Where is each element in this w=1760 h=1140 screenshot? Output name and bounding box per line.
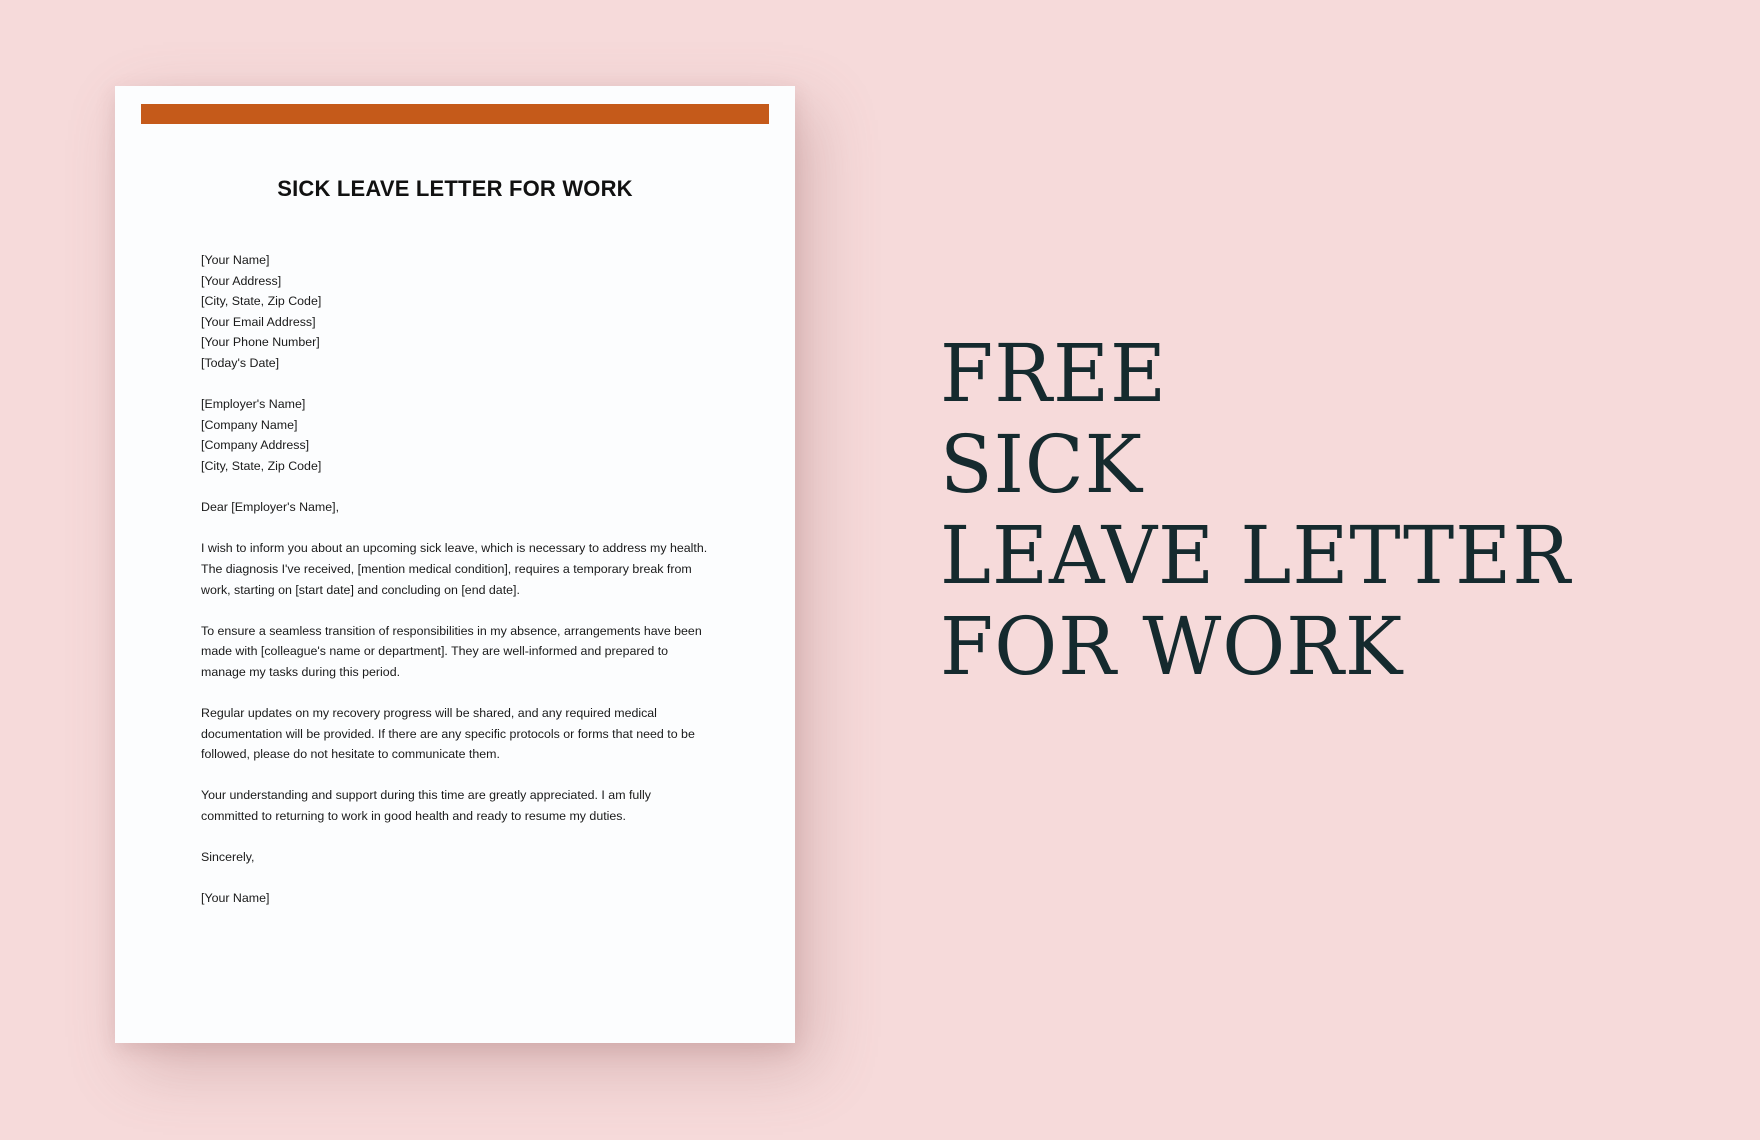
recipient-block bbox=[201, 394, 721, 476]
paragraph bbox=[201, 621, 721, 683]
paragraph bbox=[201, 538, 721, 600]
hero-line: LEAVE LETTER bbox=[940, 509, 1571, 602]
salutation: Dear [Employer's Name], bbox=[201, 500, 340, 515]
letter-page bbox=[115, 86, 795, 1043]
paragraph bbox=[201, 703, 721, 765]
recipient-line: [Company Name] bbox=[201, 417, 298, 432]
paragraph-line: manage my tasks during this period. bbox=[201, 664, 401, 679]
sender-block bbox=[201, 250, 721, 374]
paragraph-line: documentation will be provided. If there are any specific protocols or forms that need to be bbox=[201, 726, 695, 741]
hero-line: FOR WORK bbox=[940, 600, 1404, 693]
sender-line: [Your Address] bbox=[201, 273, 282, 288]
sender-line: [Your Email Address] bbox=[201, 314, 316, 329]
paragraph-line: To ensure a seamless transition of responsibilities in my absence, arrangements have been bbox=[201, 623, 702, 638]
sender-line: [City, State, Zip Code] bbox=[201, 294, 322, 309]
paragraph-line: made with [colleague's name or department]. They are well-informed and prepared to bbox=[201, 644, 669, 659]
hero-heading bbox=[940, 328, 1571, 692]
sender-line: [Today's Date] bbox=[201, 355, 280, 370]
sender-line: [Your Phone Number] bbox=[201, 335, 320, 350]
recipient-line: [City, State, Zip Code] bbox=[201, 458, 322, 473]
paragraph-line: Regular updates on my recovery progress will be shared, and any required medical bbox=[201, 706, 657, 721]
paragraph-line: work, starting on [start date] and concluding on [end date]. bbox=[201, 582, 520, 597]
hero-line: FREE bbox=[940, 327, 1168, 420]
signature: [Your Name] bbox=[201, 891, 270, 906]
paragraph-line: The diagnosis I've received, [mention medical condition], requires a temporary break from bbox=[201, 561, 692, 576]
letter-body bbox=[201, 250, 721, 930]
document-title: SICK LEAVE LETTER FOR WORK bbox=[277, 176, 633, 201]
paragraph-line: Your understanding and support during this time are greatly appreciated. I am fully bbox=[201, 788, 652, 803]
recipient-line: [Employer's Name] bbox=[201, 397, 306, 412]
paragraph-line: followed, please do not hesitate to communicate them. bbox=[201, 747, 500, 762]
paragraph bbox=[201, 785, 721, 826]
hero-line: SICK bbox=[940, 418, 1143, 511]
paragraph-line: I wish to inform you about an upcoming sick leave, which is necessary to address my health. bbox=[201, 541, 708, 556]
accent-bar bbox=[141, 104, 769, 124]
sender-line: [Your Name] bbox=[201, 253, 270, 267]
closing: Sincerely, bbox=[201, 850, 255, 865]
paragraph-line: committed to returning to work in good health and ready to resume my duties. bbox=[201, 809, 626, 824]
recipient-line: [Company Address] bbox=[201, 438, 310, 453]
